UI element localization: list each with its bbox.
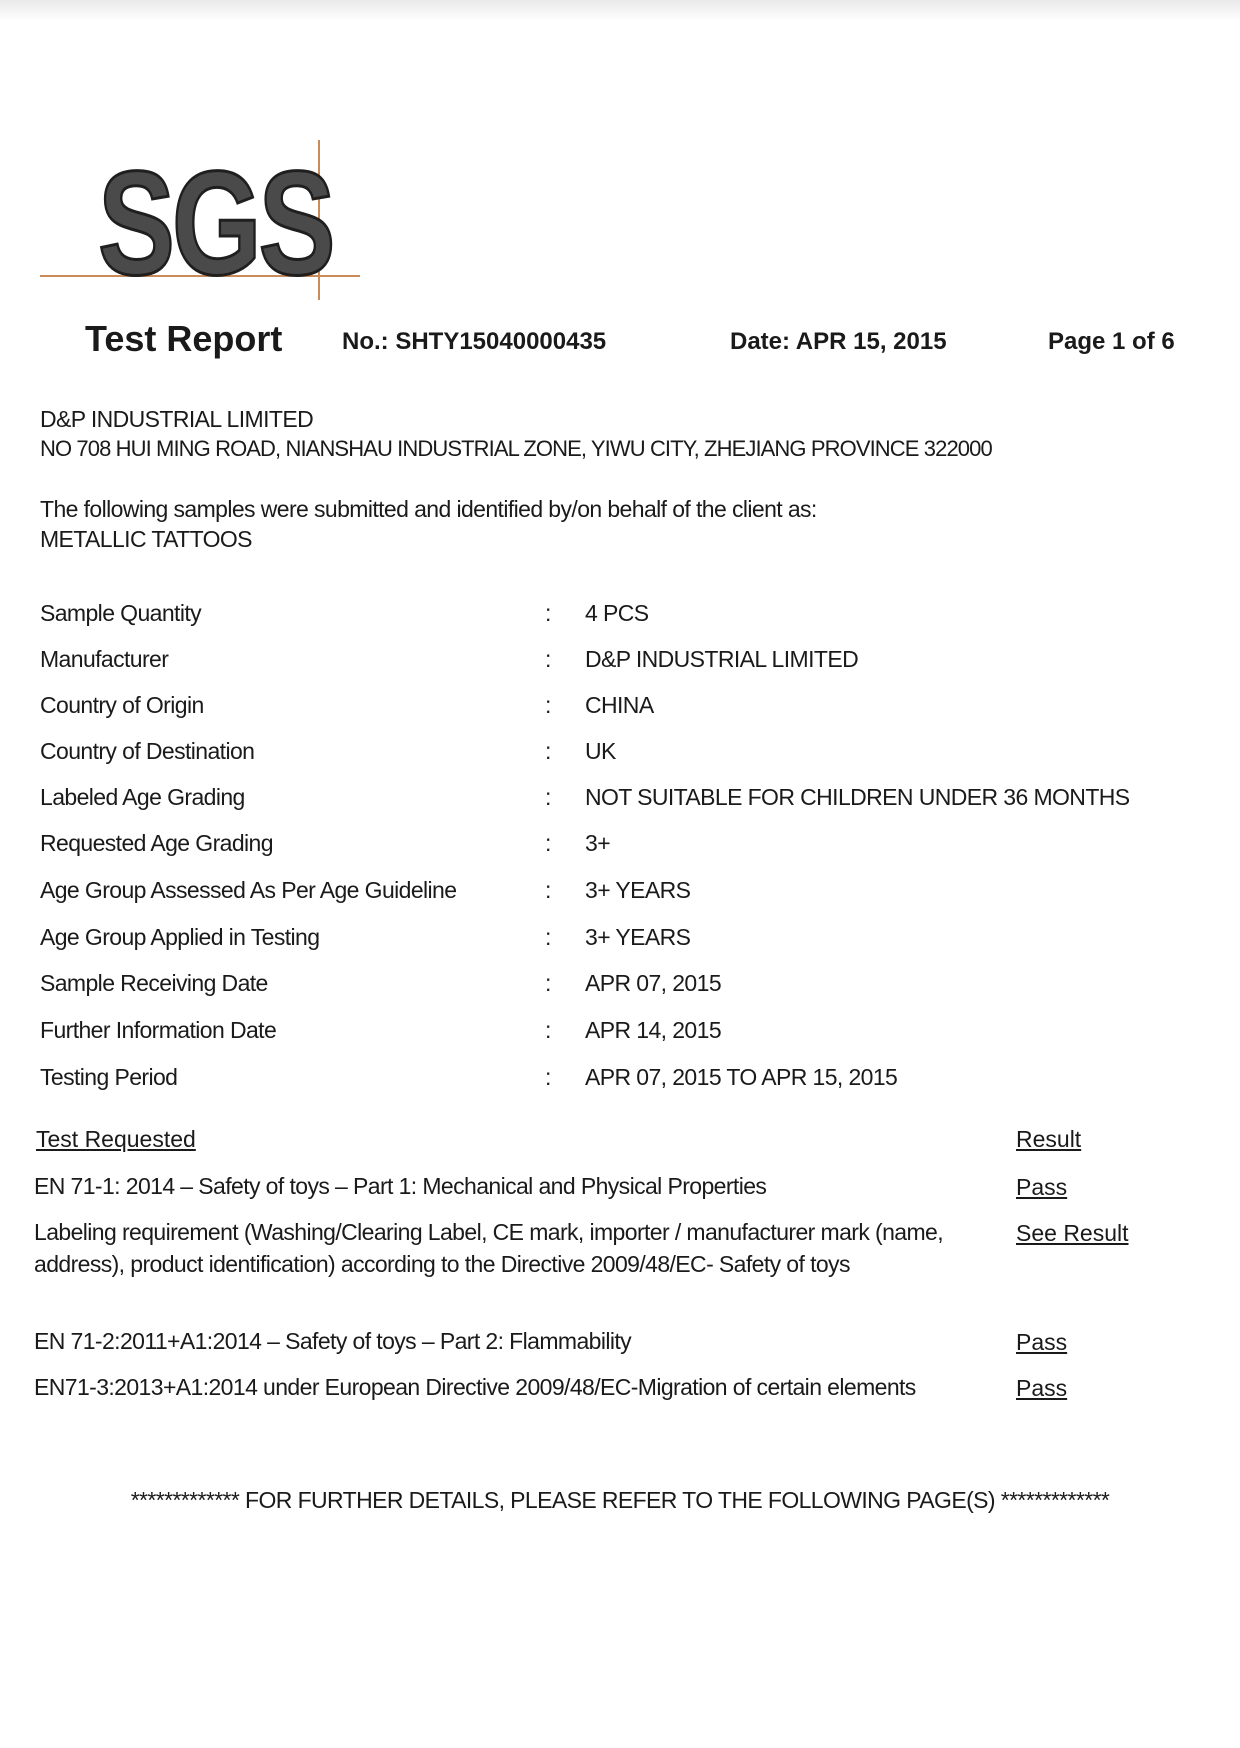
detail-colon: : [545, 738, 551, 764]
detail-label: Testing Period [40, 1064, 178, 1090]
report-date: Date: APR 15, 2015 [730, 328, 947, 355]
report-number: No.: SHTY15040000435 [342, 328, 607, 355]
detail-row [40, 600, 1220, 632]
detail-value: 3+ YEARS [585, 924, 691, 950]
test-name: EN71-3:2013+A1:2014 under European Directive 2009/48/EC-Migration of certain elements [34, 1374, 916, 1400]
intro-text: The following samples were submitted and identified by/on behalf of the client as: [40, 496, 817, 522]
detail-label: Manufacturer [40, 646, 169, 672]
detail-value: 4 PCS [585, 600, 649, 626]
detail-row [40, 830, 1220, 862]
detail-colon: : [545, 1064, 551, 1090]
detail-row [40, 924, 1220, 956]
detail-colon: : [545, 784, 551, 810]
test-result: Pass [1016, 1375, 1068, 1401]
detail-label: Further Information Date [40, 1017, 277, 1043]
detail-row [40, 970, 1220, 1002]
test-name: Labeling requirement (Washing/Clearing Label, CE mark, importer / manufacturer mark (name, address), product identification) according to the Directive 2009/48/EC- Safety of toys [34, 1219, 943, 1277]
detail-label: Age Group Applied in Testing [40, 924, 320, 950]
detail-label: Country of Destination [40, 738, 255, 764]
detail-colon: : [545, 1017, 551, 1043]
scan-edge-shadow [0, 0, 1240, 22]
sgs-logo [40, 140, 360, 306]
detail-row [40, 1017, 1220, 1049]
detail-row [40, 1064, 1220, 1096]
detail-value: 3+ YEARS [585, 877, 691, 903]
further-details-note: ************* FOR FURTHER DETAILS, PLEASE REFER TO THE FOLLOWING PAGE(S) ************* [130, 1487, 1110, 1513]
client-address: NO 708 HUI MING ROAD, NIANSHAU INDUSTRIAL ZONE, YIWU CITY, ZHEJIANG PROVINCE 322000 [40, 436, 992, 461]
client-name: D&P INDUSTRIAL LIMITED [40, 406, 314, 432]
detail-value: UK [585, 738, 616, 764]
test-result: Pass [1016, 1329, 1068, 1355]
logo-wordmark: SGS [98, 141, 333, 306]
detail-value: APR 14, 2015 [585, 1017, 722, 1043]
sample-name: METALLIC TATTOOS [40, 526, 252, 552]
test-name: EN 71-1: 2014 – Safety of toys – Part 1: Mechanical and Physical Properties [34, 1173, 767, 1199]
detail-row [40, 738, 1220, 770]
detail-value: CHINA [585, 692, 654, 718]
detail-colon: : [545, 970, 551, 996]
detail-label: Sample Quantity [40, 600, 202, 626]
detail-label: Labeled Age Grading [40, 784, 245, 810]
test-result: Pass [1016, 1174, 1068, 1200]
detail-colon: : [545, 600, 551, 626]
detail-label: Country of Origin [40, 692, 204, 718]
detail-colon: : [545, 692, 551, 718]
detail-label: Age Group Assessed As Per Age Guideline [40, 877, 457, 903]
report-title: Test Report [85, 318, 283, 359]
detail-value: APR 07, 2015 [585, 970, 722, 996]
test-result: See Result [1016, 1220, 1129, 1246]
detail-value: D&P INDUSTRIAL LIMITED [585, 646, 859, 672]
detail-row [40, 784, 1220, 816]
page-indicator: Page 1 of 6 [1048, 328, 1175, 355]
detail-colon: : [545, 646, 551, 672]
detail-value: APR 07, 2015 TO APR 15, 2015 [585, 1064, 898, 1090]
detail-value: NOT SUITABLE FOR CHILDREN UNDER 36 MONTHS [585, 784, 1130, 810]
detail-value: 3+ [585, 830, 611, 856]
detail-row [40, 877, 1220, 909]
detail-colon: : [545, 877, 551, 903]
test-requested-header: Test Requested [36, 1126, 196, 1152]
detail-colon: : [545, 924, 551, 950]
detail-row [40, 646, 1220, 678]
detail-label: Sample Receiving Date [40, 970, 268, 996]
detail-row [40, 692, 1220, 724]
test-name: EN 71-2:2011+A1:2014 – Safety of toys – Part 2: Flammability [34, 1328, 632, 1354]
result-header: Result [1016, 1126, 1082, 1152]
detail-label: Requested Age Grading [40, 830, 273, 856]
detail-colon: : [545, 830, 551, 856]
